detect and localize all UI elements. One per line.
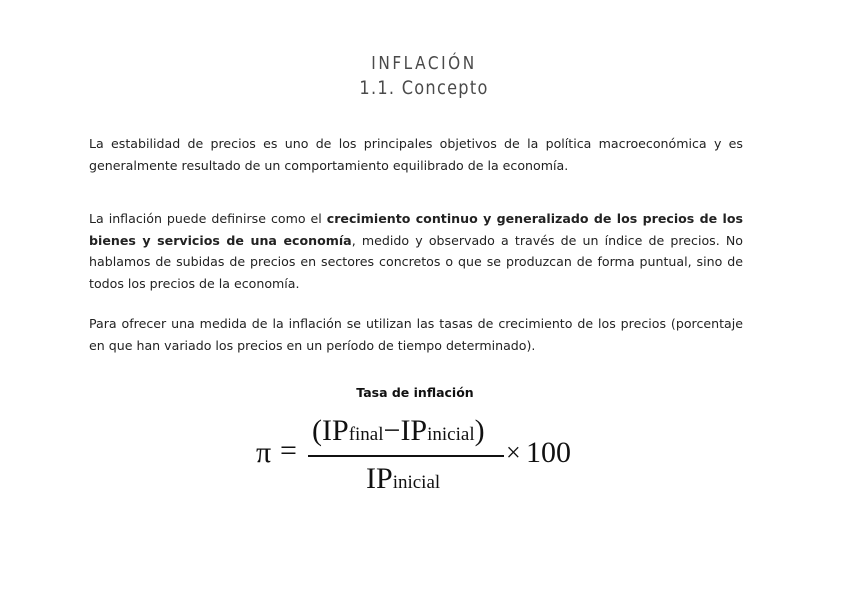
page-title: INFLACIÓN bbox=[371, 53, 477, 74]
formula-denominator bbox=[366, 462, 440, 496]
subscript-inicial-denominator: inicial bbox=[392, 472, 441, 493]
paragraph-inflation-measure: Para ofrecer una medida de la inflación se utilizan las tasas de crecimiento de los precios (porcentaje en que han variado los precios en un período de tiempo determinado). bbox=[89, 316, 743, 353]
ip-inicial-denominator: IP bbox=[366, 462, 393, 495]
equals-sign: = bbox=[280, 434, 297, 467]
formula-numerator bbox=[312, 414, 485, 448]
fraction-bar bbox=[308, 455, 504, 457]
factor-100: 100 bbox=[526, 436, 571, 469]
section-subtitle: 1.1. Concepto bbox=[359, 77, 489, 99]
times-sign: × bbox=[506, 438, 521, 467]
close-paren: ) bbox=[474, 414, 485, 447]
definition-text-start: La inflación puede definirse como el bbox=[89, 211, 327, 226]
ip-inicial-numerator: IP bbox=[400, 414, 428, 447]
subscript-final: final bbox=[348, 424, 384, 445]
definition-text-end: , medido y observado a través de un índice de precios. No hablamos de subidas de precios en sectores concretos o que se produzcan de forma puntual, sino de todos los precios de la economía. bbox=[89, 232, 743, 291]
paragraph-inflation-definition bbox=[89, 208, 743, 294]
minus-sign: − bbox=[383, 414, 401, 447]
paragraph-price-stability: La estabilidad de precios es uno de los principales objetivos de la política macroeconómica y es generalmente resultado de un comportamiento equilibrado de la economía. bbox=[89, 136, 743, 173]
formula-label: Tasa de inflación bbox=[356, 385, 474, 400]
ip-final: IP bbox=[322, 414, 349, 447]
definition-bold-text: crecimiento continuo y generalizado de los precios de los bienes y servicios de una economía bbox=[89, 211, 744, 248]
pi-symbol: π bbox=[256, 436, 272, 469]
inflation-rate-formula bbox=[256, 412, 586, 502]
document-heading bbox=[0, 52, 848, 100]
subscript-inicial-numerator: inicial bbox=[427, 424, 475, 445]
open-paren: ( bbox=[312, 414, 322, 447]
